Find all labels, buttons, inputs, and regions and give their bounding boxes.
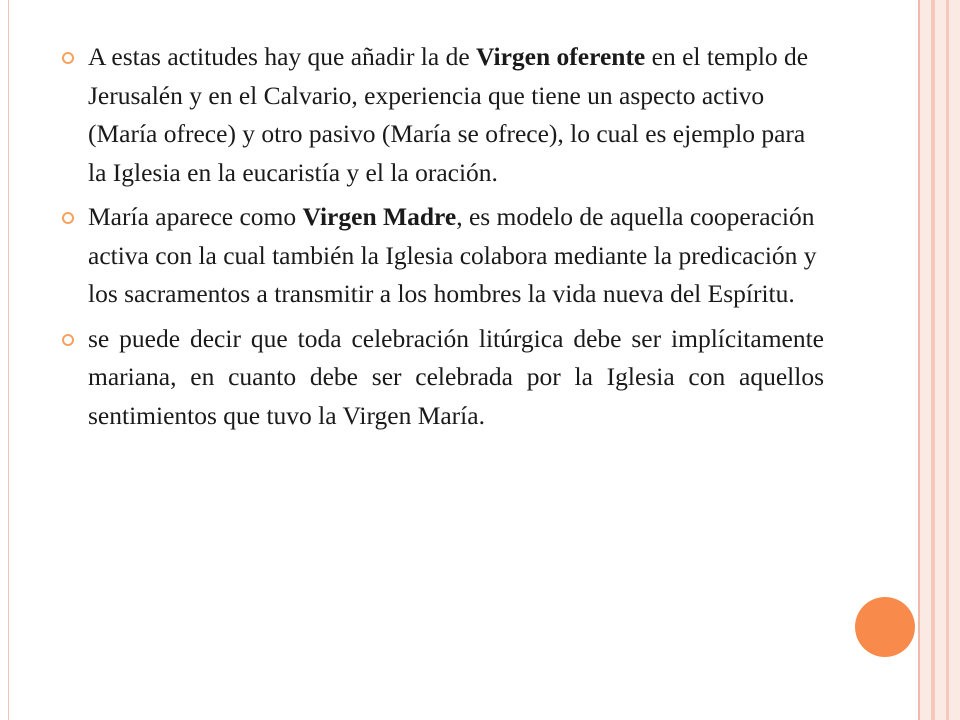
bold-term: Virgen oferente [476,42,646,71]
right-stripe-1 [918,0,920,720]
bullet-item-1 [60,38,824,192]
slide-content [60,38,824,441]
bullet-item-3 [60,320,824,436]
right-decorative-band [918,0,960,720]
bullet-text: A estas actitudes hay que añadir la de Virgen oferente en el templo de Jerusalén y en el Calvario, experiencia que tiene un aspecto activo (María ofrece) y otro pasivo (María se ofrece), lo cual es ejemplo para la Iglesia en la eucaristía y el la oración. [88,42,809,187]
bullet-circle-icon [62,334,74,346]
left-frame-line [8,0,9,720]
bold-term: Virgen Madre [302,202,457,231]
bullet-text: se puede decir que toda celebración litúrgica debe ser implícitamente mariana, en cuanto debe ser celebrada por la Iglesia con aquellos sentimientos que tuvo la Virgen María. [88,323,824,430]
orange-circle-icon [855,597,915,657]
bullet-text: María aparece como Virgen Madre, es modelo de aquella cooperación activa con la cual también la Iglesia colabora mediante la predicación y los sacramentos a transmitir a los hombres la vida nueva del Espíritu. [88,202,817,308]
bullet-circle-icon [62,52,74,64]
bullet-item-2 [60,198,824,314]
bullet-circle-icon [62,212,74,224]
right-stripe-3 [946,0,949,720]
right-stripe-2 [931,0,935,720]
